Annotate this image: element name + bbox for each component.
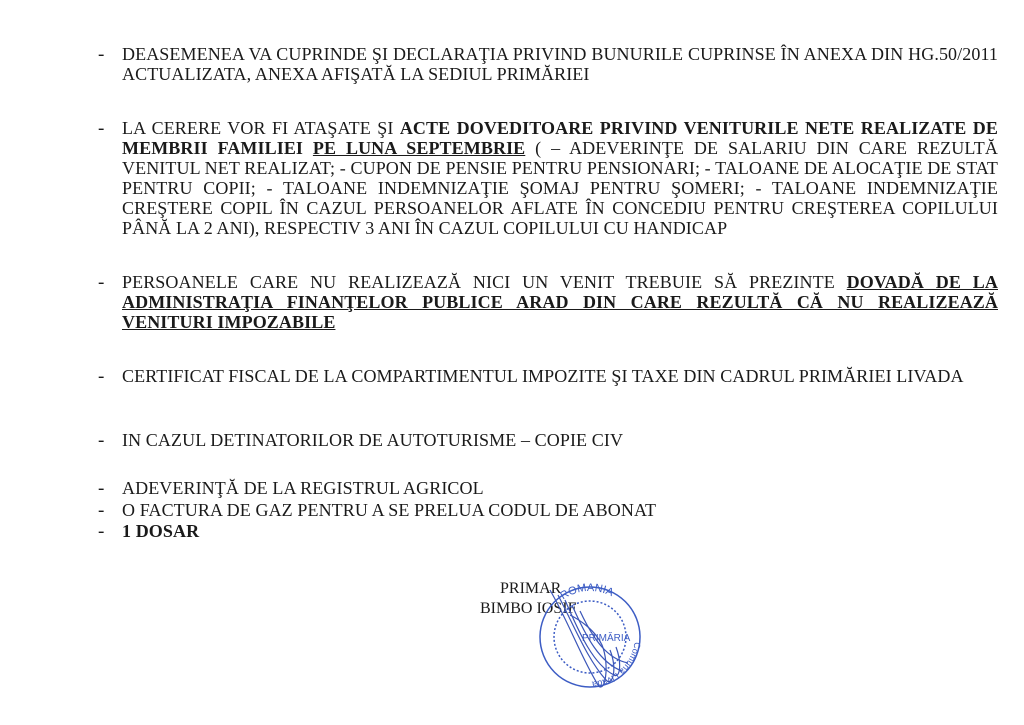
text-run: DEASEMENEA VA CUPRINDE ŞI DECLARAŢIA PRIVIND BUNURILE CUPRINSE ÎN ANEXA DIN HG.50/2011 ACTUALIZATA, ANEXA AFIŞATĂ LA SEDIUL PRIMĂRIEI	[122, 44, 998, 84]
list-item-text	[122, 272, 998, 332]
list-item	[98, 366, 998, 386]
text-run: PE LUNA SEPTEMBRIE	[312, 138, 526, 158]
list-item-text	[122, 44, 998, 84]
list-item	[98, 478, 998, 498]
list-dash: -	[98, 366, 105, 387]
text-run: IN CAZUL DETINATORILOR DE AUTOTURISME – COPIE CIV	[122, 430, 624, 450]
list-dash: -	[98, 478, 105, 499]
text-run: CERTIFICAT FISCAL DE LA COMPARTIMENTUL IMPOZITE ŞI TAXE DIN CADRUL PRIMĂRIEI LIVADA	[122, 366, 964, 386]
official-stamp	[510, 575, 680, 720]
list-item	[98, 430, 998, 450]
list-item	[98, 272, 998, 332]
list-dash: -	[98, 118, 105, 139]
list-dash: -	[98, 500, 105, 521]
signature-block	[480, 580, 680, 720]
text-run: O FACTURA DE GAZ PENTRU A SE PRELUA CODUL DE ABONAT	[122, 500, 657, 520]
list-item-text	[122, 478, 998, 498]
list-item-text	[122, 118, 998, 238]
text-run: ADEVERINŢĂ DE LA REGISTRUL AGRICOL	[122, 478, 484, 498]
list-dash: -	[98, 44, 105, 65]
list-dash: -	[98, 521, 105, 542]
list-item	[98, 500, 998, 520]
stamp-text-side: Comuna Livada	[591, 641, 643, 690]
signatory-title: PRIMAR	[500, 580, 562, 597]
list-dash: -	[98, 272, 105, 293]
stamp-text-top: ROMANIA	[558, 581, 616, 603]
text-run: LA CERERE VOR FI ATAŞATE ŞI	[122, 118, 400, 138]
text-run: ( – ADEVERINŢE DE SALARIU DIN CARE REZULTĂ VENITUL NET REALIZAT; - CUPON DE PENSIE PENTRU PENSIONARI; - TALOANE DE ALOCAŢIE DE STAT PENTRU COPII; - TALOANE INDEMNIZAŢIE ŞOMAJ PENTRU ŞOMERI; - TALOANE INDEMNIZAŢIE CREŞTERE COPIL ÎN CAZUL PERSOANELOR AFLATE ÎN CONCEDIU PENTRU CREŞTEREA COPILULUI PÂNĂ LA 2 ANI), RESPECTIV 3 ANI ÎN CAZUL COPILULUI CU HANDICAP	[122, 138, 999, 238]
list-item-text	[122, 430, 998, 450]
list-item	[98, 118, 998, 238]
text-run: PERSOANELE CARE NU REALIZEAZĂ NICI UN VENIT TREBUIE SĂ PREZINTE	[122, 272, 847, 292]
signatory-name: BIMBO IOSIF	[480, 600, 577, 617]
text-run: DOVADĂ DE LA ADMINISTRAŢIA FINANŢELOR PUBLICE ARAD DIN CARE REZULTĂ CĂ NU REALIZEAZĂ VENITURI IMPOZABILE	[122, 272, 998, 332]
list-item-text	[122, 500, 998, 520]
list-item-text	[122, 366, 998, 386]
list-item	[98, 521, 998, 541]
stamp-text-mid: PRIMĂRIA	[582, 633, 631, 644]
text-run: 1 DOSAR	[122, 521, 200, 541]
list-item-text	[122, 521, 998, 541]
text-run: ACTE DOVEDITOARE PRIVIND VENITURILE NETE REALIZATE DE MEMBRII FAMILIEI	[122, 118, 998, 158]
list-item	[98, 44, 998, 84]
list-dash: -	[98, 430, 105, 451]
